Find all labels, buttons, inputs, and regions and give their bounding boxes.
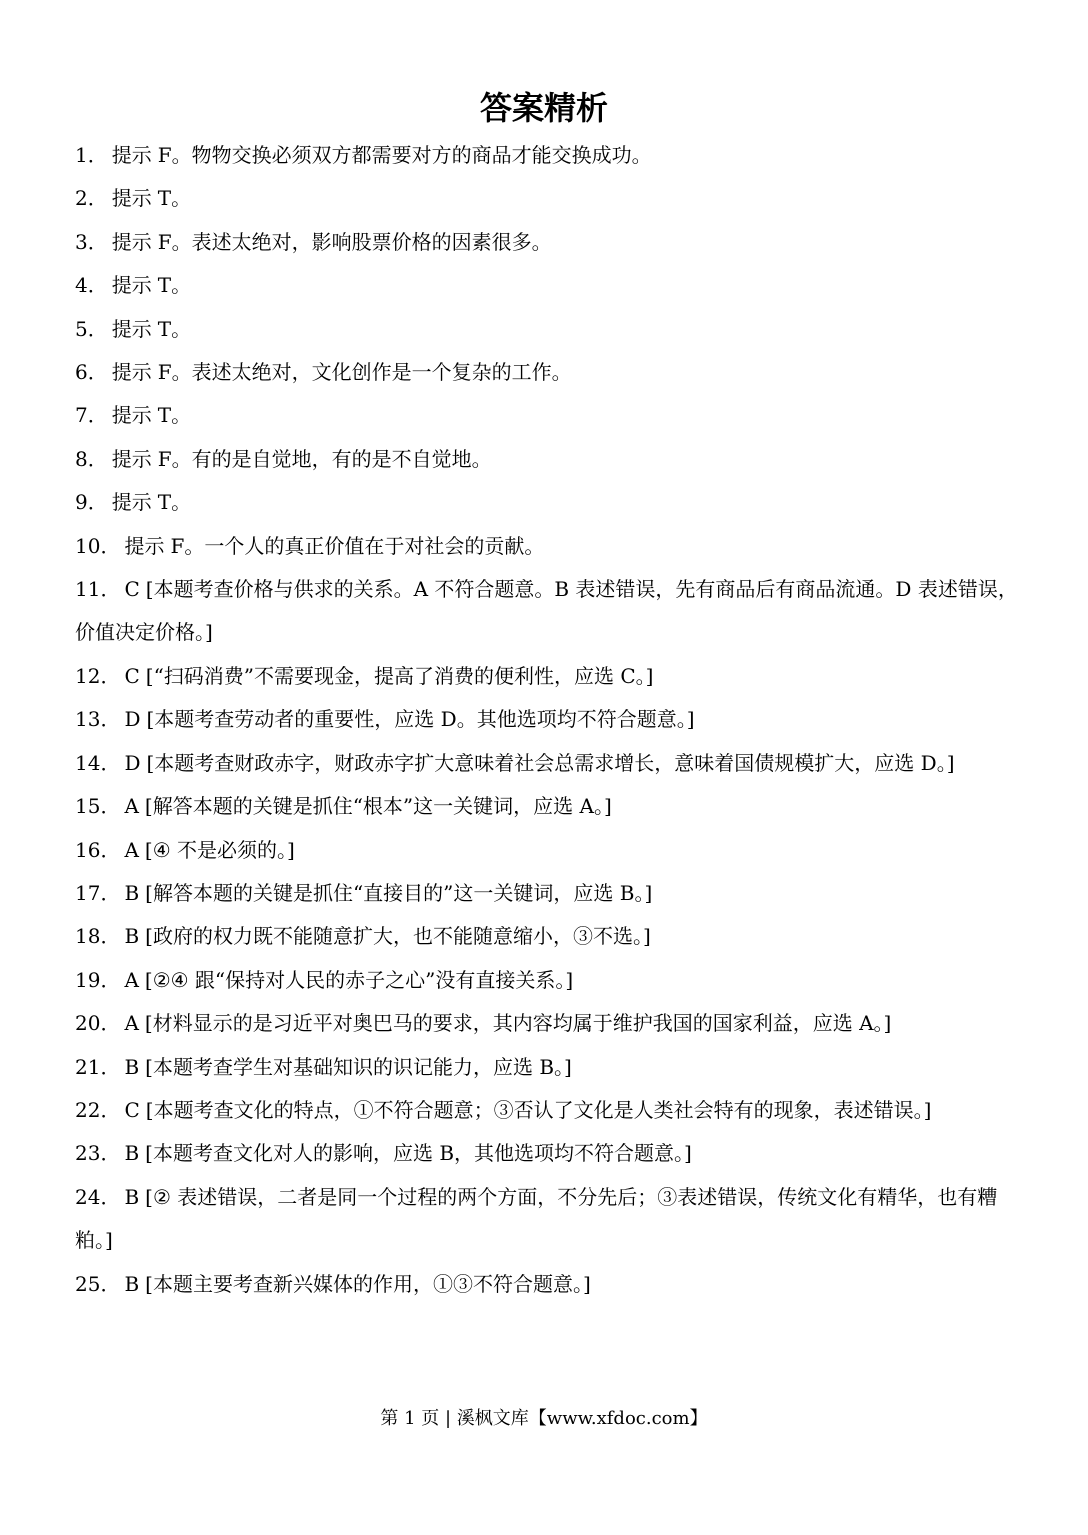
answer-item [75, 438, 1033, 481]
answer-text: [② 表述错误，二者是同一个过程的两个方面，不分先后；③表述错误，传统文化有精华，也有糟粕。] [75, 1184, 998, 1253]
answer-label: 提示 [111, 143, 152, 167]
answer-number: 12． [75, 663, 121, 688]
answer-text: [解答本题的关键是抓住“根本”这一关键词，应选 A。] [144, 794, 612, 819]
answer-item [75, 872, 1033, 915]
answer-label: A [124, 1011, 139, 1036]
answer-number: 14． [75, 750, 121, 775]
answer-item [75, 829, 1033, 872]
answer-number: 20． [75, 1011, 121, 1036]
answer-item [75, 394, 1033, 437]
answer-label: B [124, 1271, 140, 1296]
answer-item [75, 221, 1033, 264]
answer-text: [“扫码消费”不需要现金，提高了消费的便利性，应选 C。] [145, 663, 654, 688]
answer-number: 2． [75, 186, 108, 211]
answer-number: 15． [75, 794, 121, 819]
answer-label: B [124, 1054, 140, 1079]
answer-list [75, 134, 1033, 1306]
answer-number: 22． [75, 1097, 121, 1122]
answer-text: [政府的权力既不能随意扩大，也不能随意缩小，③不选。] [145, 924, 651, 949]
answer-item [75, 308, 1033, 351]
answer-label: B [124, 1184, 140, 1209]
answer-item [75, 698, 1033, 741]
answer-item [75, 1132, 1033, 1175]
answer-text: [本题考查文化对人的影响，应选 B，其他选项均不符合题意。] [145, 1141, 692, 1166]
answer-label: 提示 [111, 229, 152, 254]
answer-label: 提示 [124, 533, 165, 558]
answer-number: 16． [75, 837, 121, 862]
answer-item [75, 568, 1033, 655]
answer-item [75, 134, 1033, 177]
page-title: 答案精析 [479, 89, 608, 127]
answer-text: T。 [157, 316, 192, 341]
answer-text: [本题考查价格与供求的关系。A 不符合题意。B 表述错误，先有商品后有商品流通。D 表述错误，价值决定价格。] [75, 577, 1018, 645]
answer-item [75, 481, 1033, 524]
answer-label: B [124, 880, 140, 905]
answer-text: [④ 不是必须的。] [144, 837, 295, 862]
answer-item [75, 264, 1033, 307]
answer-label: C [124, 663, 140, 688]
answer-text: [本题考查财政赤字，财政赤字扩大意味着社会总需求增长，意味着国债规模扩大，应选 D。] [146, 750, 955, 775]
answer-label: 提示 [111, 186, 152, 211]
answer-item [75, 959, 1033, 1002]
answer-number: 19． [75, 967, 121, 992]
answer-label: 提示 [111, 360, 152, 385]
answer-item [75, 915, 1033, 958]
answer-label: A [124, 794, 139, 819]
answer-number: 6． [75, 360, 108, 385]
answer-label: 提示 [111, 490, 152, 515]
page-footer: 第 1 页 | 溪枫文库【www.xfdoc.com】 [380, 1408, 708, 1429]
answer-text: [本题考查劳动者的重要性，应选 D。其他选项均不符合题意。] [146, 707, 695, 732]
answer-label: A [124, 837, 139, 862]
answer-label: D [124, 750, 141, 775]
answer-number: 7． [75, 403, 108, 428]
answer-item [75, 742, 1033, 785]
answer-item [75, 1046, 1033, 1089]
answer-text: [材料显示的是习近平对奥巴马的要求，其内容均属于维护我国的国家利益，应选 A。] [144, 1011, 892, 1036]
answer-text: F。物物交换必须双方都需要对方的商品才能交换成功。 [157, 143, 652, 167]
answer-label: D [124, 707, 141, 732]
answer-text: T。 [157, 403, 192, 428]
answer-text: T。 [157, 186, 192, 211]
answer-text: [本题考查学生对基础知识的识记能力，应选 B。] [145, 1054, 572, 1079]
answer-item [75, 525, 1033, 568]
answer-number: 10． [75, 533, 121, 558]
answer-item [75, 1089, 1033, 1132]
answer-label: B [124, 924, 140, 949]
answer-item [75, 177, 1033, 220]
answer-label: 提示 [111, 446, 152, 471]
answer-number: 8． [75, 446, 108, 471]
answer-number: 24． [75, 1184, 121, 1209]
answer-number: 21． [75, 1054, 121, 1079]
answer-label: B [124, 1141, 140, 1166]
answer-label: 提示 [111, 403, 152, 428]
answer-item [75, 351, 1033, 394]
answer-item [75, 1176, 1033, 1263]
answer-number: 13． [75, 707, 121, 732]
answer-number: 17． [75, 880, 121, 905]
answer-number: 3． [75, 229, 108, 254]
answer-number: 11． [75, 577, 121, 602]
answer-text: [②④ 跟“保持对人民的赤子之心”没有直接关系。] [144, 967, 574, 992]
answer-number: 4． [75, 273, 108, 298]
answer-text: F。一个人的真正价值在于对社会的贡献。 [170, 533, 545, 558]
answer-label: 提示 [111, 273, 152, 298]
answer-text: T。 [157, 273, 192, 298]
answer-text: F。表述太绝对，影响股票价格的因素很多。 [157, 229, 552, 254]
answer-label: C [124, 577, 140, 602]
answer-item [75, 1002, 1033, 1045]
answer-number: 1． [75, 143, 108, 167]
answer-text: [本题考查文化的特点，①不符合题意；③否认了文化是人类社会特有的现象，表述错误。] [145, 1097, 932, 1122]
answer-number: 5． [75, 316, 108, 341]
answer-label: 提示 [111, 316, 152, 341]
answer-text: T。 [157, 490, 192, 515]
answer-text: [解答本题的关键是抓住“直接目的”这一关键词，应选 B。] [145, 880, 653, 905]
answer-label: C [124, 1097, 140, 1122]
answer-item [75, 785, 1033, 828]
answer-item [75, 655, 1033, 698]
answer-number: 25． [75, 1271, 121, 1296]
answer-text: F。有的是自觉地，有的是不自觉地。 [157, 446, 492, 471]
answer-number: 18． [75, 924, 121, 949]
answer-label: A [124, 967, 139, 992]
answer-number: 9． [75, 490, 108, 515]
answer-number: 23． [75, 1141, 121, 1166]
answer-item [75, 1263, 1033, 1306]
answer-text: F。表述太绝对，文化创作是一个复杂的工作。 [157, 360, 572, 385]
answer-text: [本题主要考查新兴媒体的作用，①③不符合题意。] [145, 1271, 591, 1296]
